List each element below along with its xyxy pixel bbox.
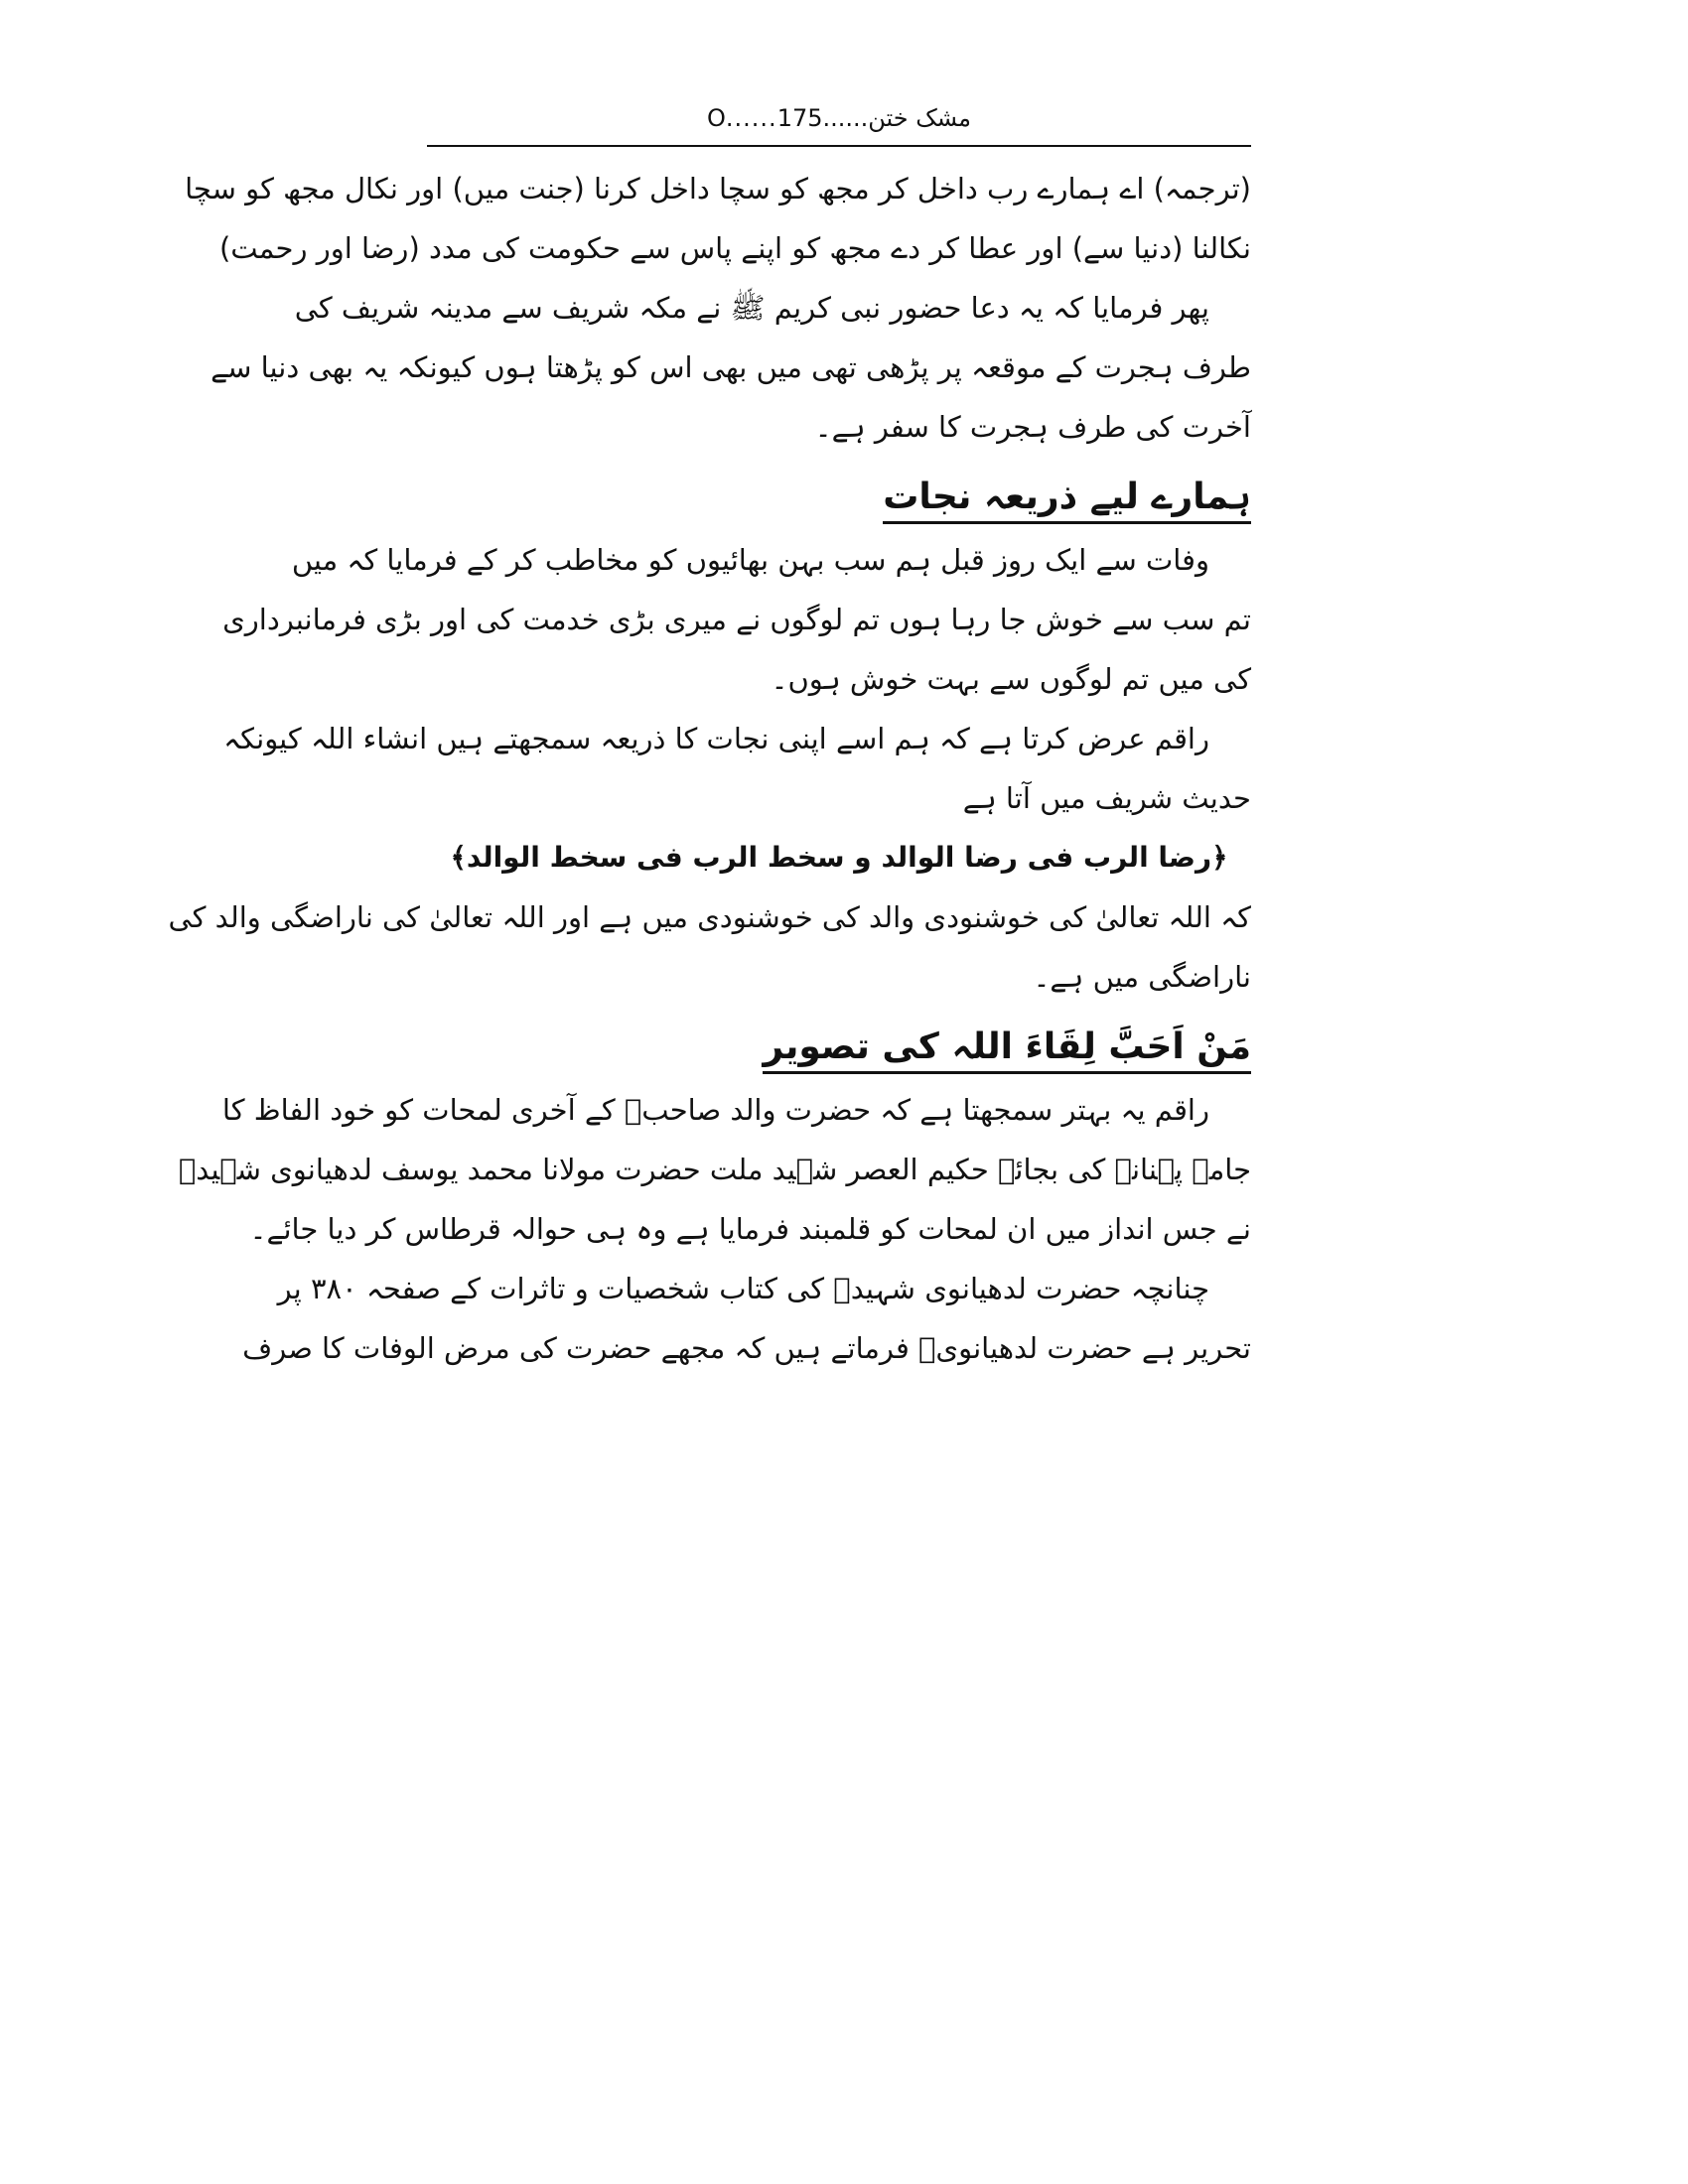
- paragraph-line: چنانچہ حضرت لدھیانوی شہیدؒ کی کتاب شخصیات و تاثرات کے صفحہ ۳۸۰ پر: [277, 1272, 1209, 1305]
- paragraph-line: کہ اللہ تعالیٰ کی خوشنودی والد کی خوشنودی میں ہے اور اللہ تعالیٰ کی ناراضگی والد کی: [168, 900, 1251, 934]
- paragraph-line: تحریر ہے حضرت لدھیانویؒ فرماتے ہیں کہ مجھے حضرت کی مرض الوفات کا صرف: [242, 1331, 1251, 1365]
- section-heading: [427, 465, 1251, 530]
- paragraph-line: (ترجمہ) اے ہمارے رب داخل کر مجھ کو سچا داخل کرنا (جنت میں) اور نکال مجھ کو سچا: [185, 172, 1251, 205]
- paragraph-line: حدیث شریف میں آتا ہے: [962, 781, 1251, 815]
- paragraph-line: وفات سے ایک روز قبل ہم سب بہن بھائیوں کو مخاطب کر کے فرمایا کہ میں: [291, 543, 1209, 577]
- paragraph-line: جامہ پہنانے کی بجائے حکیم العصر شہید ملت حضرت مولانا محمد یوسف لدھیانوی شہیدؒ: [178, 1153, 1251, 1186]
- hadith-quote: ﴿رضا الرب فی رضا الوالد و سخط الرب فی سخط الوالد﴾: [450, 841, 1228, 874]
- page-body: [168, 159, 1251, 1378]
- paragraph-line: تم سب سے خوش جا رہا ہوں تم لوگوں نے میری بڑی خدمت کی اور بڑی فرمانبرداری: [222, 603, 1251, 636]
- paragraph-line: طرف ہجرت کے موقعہ پر پڑھی تھی میں بھی اس کو پڑھتا ہوں کیونکہ یہ بھی دنیا سے: [211, 350, 1251, 384]
- section-heading-text: ہمارے لیے ذریعہ نجات: [883, 477, 1251, 524]
- paragraph-line: آخرت کی طرف ہجرت کا سفر ہے۔: [814, 410, 1251, 444]
- paragraph-line: کی میں تم لوگوں سے بہت خوش ہوں۔: [771, 662, 1251, 696]
- section-heading: [427, 1015, 1251, 1080]
- paragraph-line: ناراضگی میں ہے۔: [1033, 960, 1251, 994]
- paragraph-line: راقم یہ بہتر سمجھتا ہے کہ حضرت والد صاحبؒ کے آخری لمحات کو خود الفاظ کا: [221, 1093, 1209, 1127]
- page-number: 175: [776, 104, 823, 132]
- book-title: مشک ختن: [868, 104, 972, 132]
- header-rule: [427, 145, 1251, 147]
- header-separator: ......O......: [706, 104, 869, 132]
- paragraph-line: نکالنا (دنیا سے) اور عطا کر دے مجھ کو اپنے پاس سے حکومت کی مدد (رضا اور رحمت): [218, 231, 1251, 265]
- section-heading-text: مَنْ اَحَبَّ لِقَاءَ اللہ کی تصویر: [763, 1026, 1251, 1074]
- page-header: [427, 95, 1251, 141]
- paragraph-line: پھر فرمایا کہ یہ دعا حضور نبی کریم ﷺ نے مکہ شریف سے مدینہ شریف کی: [294, 291, 1209, 325]
- paragraph-line: راقم عرض کرتا ہے کہ ہم اسے اپنی نجات کا ذریعہ سمجھتے ہیں انشاء اللہ کیونکہ: [223, 722, 1209, 755]
- paragraph-line: نے جس انداز میں ان لمحات کو قلمبند فرمایا ہے وہ ہی حوالہ قرطاس کر دیا جائے۔: [249, 1212, 1251, 1246]
